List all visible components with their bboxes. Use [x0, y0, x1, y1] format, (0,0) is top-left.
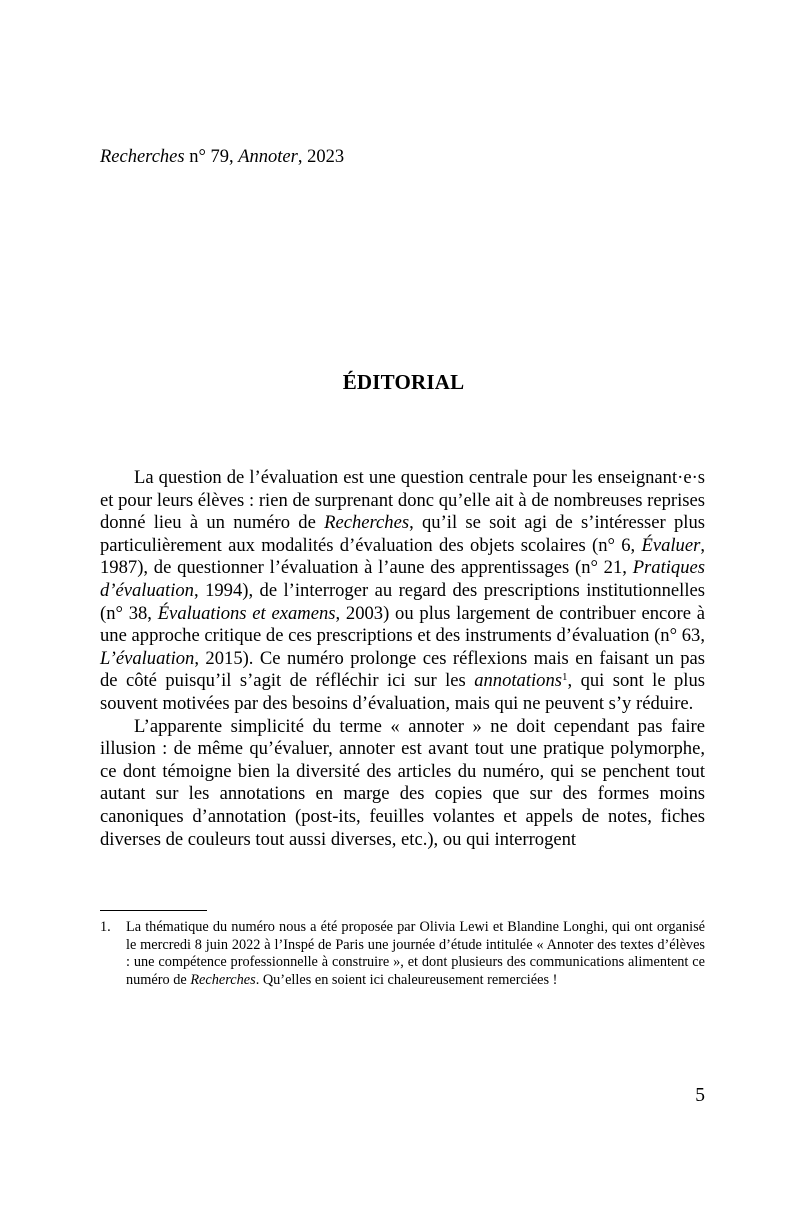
- italic-run: Recherches: [324, 512, 410, 534]
- text-run: , 2003) ou plus largement de contribuer encore à une approche critique de ces prescriptions et des instruments d’évaluation (n° 63,: [100, 602, 705, 647]
- italic-run: annotations: [474, 670, 562, 692]
- footnote-1: [100, 919, 705, 989]
- footnote-separator: [100, 910, 207, 911]
- footnote-reference[interactable]: 1: [562, 671, 568, 684]
- italic-run: L’évaluation: [100, 647, 195, 669]
- running-header: [100, 145, 344, 169]
- issue-number: n° 79,: [184, 147, 239, 167]
- text-run: , qui sont le plus souvent motivées par des besoins d’évaluation, mais qui ne peuvent s’y réduire.: [100, 670, 705, 714]
- issue-year: , 2023: [297, 147, 345, 167]
- editorial-body: [100, 467, 705, 851]
- paragraph-1: [100, 467, 705, 716]
- paragraph-2: L’apparente simplicité du terme « annoter » ne doit cependant pas faire illusion : de même qu’évaluer, annoter est avant tout une pratique polymorphe, ce dont témoigne bien la diversité des articles du numéro, qui se penchent tout autant sur les annotations en marge des copies que sur des formes moins canoniques d’annotation (post-its, feuilles volantes et appels de notes, fiches diverses de couleurs tout aussi diverses, etc.), ou qui interrogent: [100, 715, 705, 850]
- journal-name: Recherches: [100, 147, 185, 167]
- footnote-number: 1.: [100, 919, 111, 935]
- text-run: La question de l’évaluation est une question centrale pour les enseignant·e·s et pour leurs élèves : rien de surprenant donc qu’elle ait à de nombreuses reprises donné lieu à un numéro de: [100, 467, 705, 534]
- text-run: . Qu’elles en soient ici chaleureusement remerciées !: [255, 971, 558, 988]
- text-run: , 1987), de questionner l’évaluation à l’aune des apprentissages (n° 21,: [100, 534, 705, 579]
- text-run: , 1994), de l’interroger au regard des prescriptions institutionnelles (n° 38,: [100, 579, 705, 624]
- italic-run: Recherches: [190, 971, 256, 988]
- page-title: ÉDITORIAL: [342, 370, 465, 394]
- italic-run: Évaluer: [641, 534, 701, 556]
- italic-run: Évaluations et examens: [157, 602, 336, 624]
- issue-theme: Annoter: [238, 147, 298, 167]
- footnote-text: [126, 919, 705, 989]
- italic-run: Pratiques d’évaluation: [100, 557, 705, 601]
- page-number: 5: [695, 1085, 705, 1106]
- text-run: , 2015). Ce numéro prolonge ces réflexions mais en faisant un pas de côté puisqu’il s’agit de réfléchir ici sur les: [100, 647, 705, 692]
- text-run: , qu’il se soit agi de s’intéresser plus particulièrement aux modalités d’évaluation des objets scolaires (n° 6,: [100, 512, 705, 556]
- text-run: La thématique du numéro nous a été proposée par Olivia Lewi et Blandine Longhi, qui ont organisé le mercredi 8 juin 2022 à l’Inspé de Paris une journée d’étude intitulée « Annoter des textes d’élèves : une compétence professionnelle à construire », et dont plusieurs des communications alimentent ce numéro de: [126, 919, 705, 988]
